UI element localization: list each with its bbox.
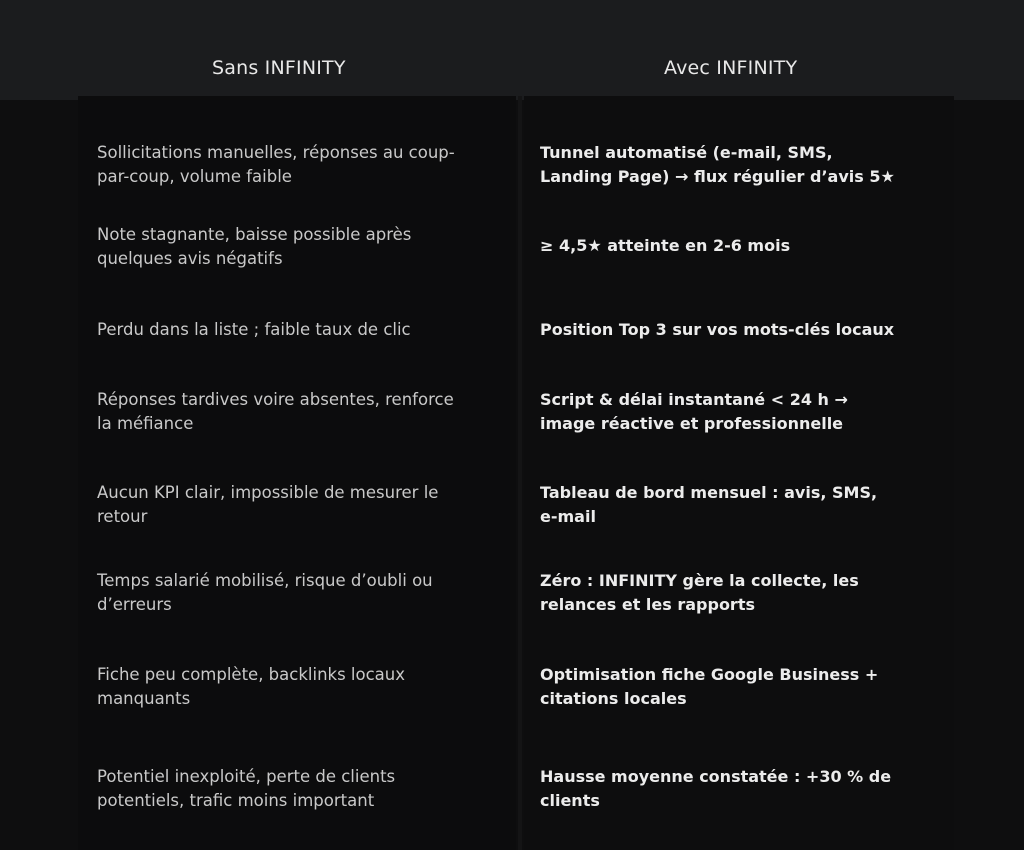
cell-line: clients	[540, 791, 600, 810]
cell-line: Sollicitations manuelles, réponses au coup-	[97, 143, 455, 162]
cell-line: d’erreurs	[97, 595, 172, 614]
cell-line: Zéro : INFINITY gère la collecte, les	[540, 571, 859, 590]
row-6-without	[97, 569, 433, 617]
column-header-with: Avec INFINITY	[664, 57, 798, 79]
cell-line: retour	[97, 507, 148, 526]
cell-line: ≥ 4,5★ atteinte en 2-6 mois	[540, 236, 791, 255]
cell-line: Tunnel automatisé (e-mail, SMS,	[540, 143, 833, 162]
cell-line: Réponses tardives voire absentes, renforce	[97, 390, 454, 409]
cell-line: relances et les rapports	[540, 595, 755, 614]
cell-line: image réactive et professionnelle	[540, 414, 844, 433]
cell-line: Hausse moyenne constatée : +30 % de	[540, 767, 892, 786]
row-4-with	[540, 388, 848, 436]
row-3-with	[540, 318, 894, 342]
cell-line: par-coup, volume faible	[97, 167, 292, 186]
row-1-with	[540, 141, 895, 189]
cell-line: Aucun KPI clair, impossible de mesurer le	[97, 483, 439, 502]
row-5-with	[540, 481, 877, 529]
cell-line: quelques avis négatifs	[97, 249, 283, 268]
row-7-with	[540, 663, 878, 711]
cell-line: Landing Page) → flux régulier d’avis 5★	[540, 167, 895, 186]
row-1-without	[97, 141, 455, 189]
cell-line: Note stagnante, baisse possible après	[97, 225, 412, 244]
table-header-bar	[0, 0, 1024, 100]
cell-line: e-mail	[540, 507, 596, 526]
cell-line: citations locales	[540, 689, 687, 708]
column-divider	[518, 96, 522, 850]
cell-line: Tableau de bord mensuel : avis, SMS,	[540, 483, 878, 502]
cell-line: Fiche peu complète, backlinks locaux	[97, 665, 406, 684]
cell-line: Perdu dans la liste ; faible taux de clic	[97, 320, 411, 339]
cell-line: Temps salarié mobilisé, risque d’oubli ou	[97, 571, 433, 590]
column-header-without: Sans INFINITY	[212, 57, 346, 79]
row-8-without	[97, 765, 395, 813]
column-without-background	[78, 96, 516, 850]
row-7-without	[97, 663, 405, 711]
cell-line: Position Top 3 sur vos mots-clés locaux	[540, 320, 895, 339]
row-4-without	[97, 388, 454, 436]
cell-line: Optimisation fiche Google Business +	[540, 665, 879, 684]
cell-line: potentiels, trafic moins important	[97, 791, 375, 810]
row-2-without	[97, 223, 411, 271]
row-8-with	[540, 765, 891, 813]
row-5-without	[97, 481, 438, 529]
cell-line: Script & délai instantané < 24 h →	[540, 390, 848, 409]
cell-line: la méfiance	[97, 414, 194, 433]
row-6-with	[540, 569, 859, 617]
column-with-background	[524, 96, 954, 850]
cell-line: Potentiel inexploité, perte de clients	[97, 767, 396, 786]
row-2-with	[540, 234, 790, 258]
row-3-without	[97, 318, 411, 342]
cell-line: manquants	[97, 689, 191, 708]
